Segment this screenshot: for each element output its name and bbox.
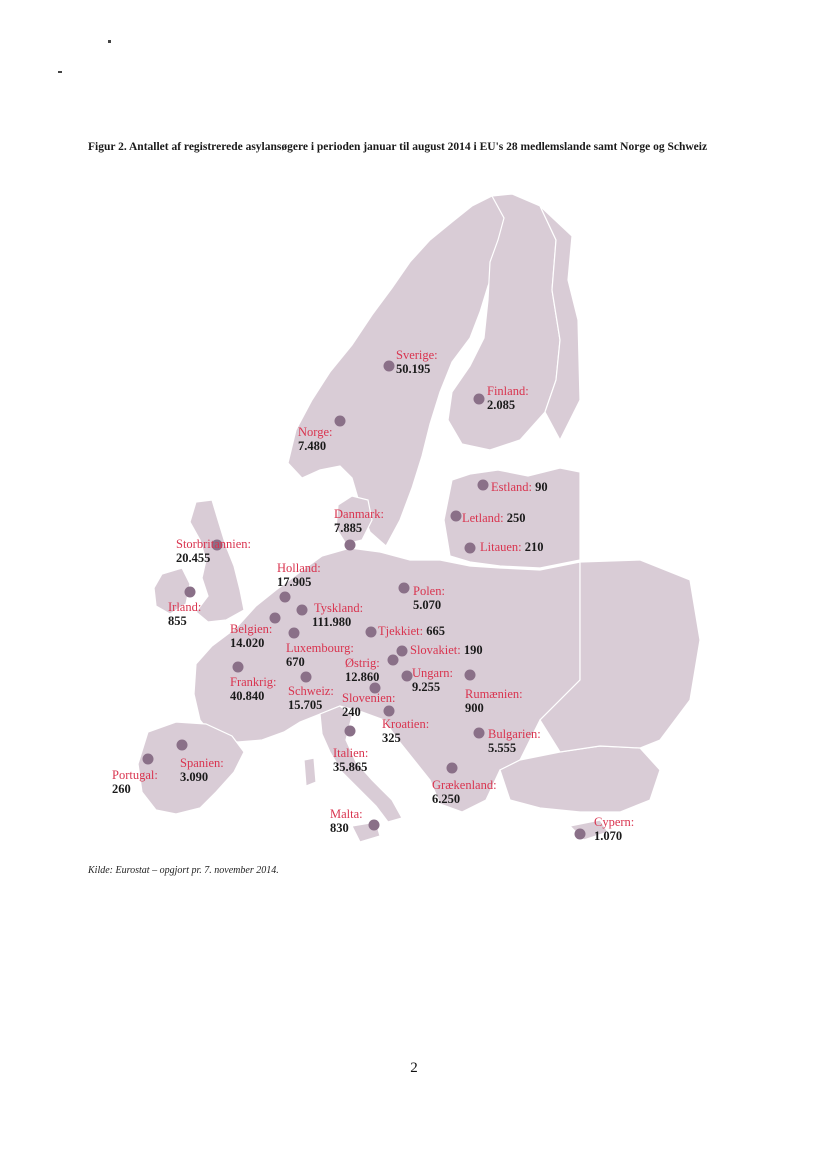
country-name: Sverige: — [396, 348, 438, 362]
country-name: Malta: — [330, 807, 363, 821]
marker-portugal — [143, 754, 154, 765]
country-value: 40.840 — [230, 689, 265, 703]
country-name: Slovenien: — [342, 691, 396, 705]
country-name: Polen: — [413, 584, 445, 598]
label-estland — [491, 480, 548, 494]
label-kroatien — [382, 717, 429, 745]
country-value: 2.085 — [487, 398, 516, 412]
marker-cypern — [575, 829, 586, 840]
label-schweiz — [288, 684, 334, 712]
country-value: 9.255 — [412, 680, 441, 694]
marker-irland — [185, 587, 196, 598]
country-value: 5.555 — [488, 741, 517, 755]
country-name: Estland: — [491, 480, 532, 494]
country-name: Ungarn: — [412, 666, 453, 680]
country-value: 260 — [112, 782, 131, 796]
figure-caption: Figur 2. Antallet af registrerede asylansøgere i perioden januar til august 2014 i EU's 28 medlemslande samt Norge og Schweiz — [88, 141, 708, 153]
country-name: Storbritannien: — [176, 537, 251, 551]
label-storbritannien — [176, 537, 251, 565]
label-slovakiet — [410, 643, 483, 657]
country-name: Grækenland: — [432, 778, 497, 792]
label-litauen — [480, 540, 544, 554]
country-value: 111.980 — [312, 615, 352, 629]
marker-schweiz — [301, 672, 312, 683]
country-name: Holland: — [277, 561, 321, 575]
label-letland — [462, 511, 526, 525]
country-name: Italien: — [333, 746, 369, 760]
marker-frankrig — [233, 662, 244, 673]
label-norge — [298, 425, 333, 453]
marker-litauen — [465, 543, 476, 554]
marker-slovakiet — [397, 646, 408, 657]
country-name: Litauen: — [480, 540, 522, 554]
country-value: 190 — [463, 643, 483, 657]
label-ostrig — [345, 656, 380, 684]
label-polen — [413, 584, 445, 612]
label-belgien — [230, 622, 272, 650]
country-name: Østrig: — [345, 656, 380, 670]
label-rumaenien — [465, 687, 523, 715]
country-value: 14.020 — [230, 636, 265, 650]
country-value: 210 — [524, 540, 544, 554]
country-value: 15.705 — [288, 698, 323, 712]
label-holland — [277, 561, 321, 589]
label-portugal — [112, 768, 158, 796]
country-value: 3.090 — [180, 770, 209, 784]
marker-letland — [451, 511, 462, 522]
country-value: 665 — [426, 624, 445, 638]
country-name: Luxembourg: — [286, 641, 354, 655]
country-name: Cypern: — [594, 815, 635, 829]
country-value: 35.865 — [333, 760, 368, 774]
marker-finland — [474, 394, 485, 405]
country-name: Letland: — [462, 511, 504, 525]
country-name: Belgien: — [230, 622, 273, 636]
label-slovenien — [342, 691, 395, 719]
country-value: 900 — [465, 701, 484, 715]
label-graekenland — [432, 778, 497, 806]
country-name: Danmark: — [334, 507, 384, 521]
marker-graekenland — [447, 763, 458, 774]
country-value: 250 — [506, 511, 526, 525]
source-note: Kilde: Eurostat – opgjort pr. 7. november 2014. — [88, 865, 279, 876]
country-value: 90 — [535, 480, 548, 494]
country-value: 17.905 — [277, 575, 312, 589]
marker-norge — [335, 416, 346, 427]
marker-ostrig — [388, 655, 399, 666]
country-name: Rumænien: — [465, 687, 523, 701]
country-value: 855 — [168, 614, 187, 628]
country-name: Spanien: — [180, 756, 224, 770]
country-value: 12.860 — [345, 670, 380, 684]
country-name: Finland: — [487, 384, 529, 398]
marker-spanien — [177, 740, 188, 751]
label-tjekkiet — [378, 624, 445, 638]
land-turkey — [500, 746, 660, 812]
marker-estland — [478, 480, 489, 491]
country-name: Tjekkiet: — [378, 624, 424, 638]
country-value: 7.885 — [334, 521, 363, 535]
country-name: Tyskland: — [314, 601, 364, 615]
label-ungarn — [412, 666, 453, 694]
label-finland — [487, 384, 529, 412]
marker-danmark — [345, 540, 356, 551]
label-danmark — [334, 507, 384, 535]
label-bulgarien — [488, 727, 541, 755]
label-sverige — [396, 348, 438, 376]
country-value: 830 — [330, 821, 349, 835]
label-frankrig — [230, 675, 277, 703]
country-name: Kroatien: — [382, 717, 430, 731]
marker-ungarn — [402, 671, 413, 682]
label-malta — [330, 807, 363, 835]
label-cypern — [594, 815, 634, 843]
country-name: Norge: — [298, 425, 333, 439]
country-value: 325 — [382, 731, 401, 745]
country-name: Bulgarien: — [488, 727, 541, 741]
marker-bulgarien — [474, 728, 485, 739]
country-value: 1.070 — [594, 829, 623, 843]
marker-luxembourg — [289, 628, 300, 639]
country-value: 20.455 — [176, 551, 211, 565]
country-value: 50.195 — [396, 362, 431, 376]
country-name: Schweiz: — [288, 684, 334, 698]
label-luxembourg — [286, 641, 354, 669]
country-name: Frankrig: — [230, 675, 277, 689]
country-value: 5.070 — [413, 598, 442, 612]
marker-polen — [399, 583, 410, 594]
country-name: Portugal: — [112, 768, 158, 782]
label-irland — [168, 600, 201, 628]
country-value: 6.250 — [432, 792, 461, 806]
country-value: 240 — [342, 705, 361, 719]
country-name: Irland: — [168, 600, 202, 614]
marker-malta — [369, 820, 380, 831]
land-sardinia — [304, 758, 316, 786]
marker-italien — [345, 726, 356, 737]
label-italien — [333, 746, 368, 774]
label-tyskland — [314, 601, 363, 629]
marker-rumaenien — [465, 670, 476, 681]
country-value: 670 — [286, 655, 305, 669]
marker-tyskland — [297, 605, 308, 616]
country-name: Slovakiet: — [410, 643, 461, 657]
marker-sverige — [384, 361, 395, 372]
country-value: 7.480 — [298, 439, 327, 453]
page-number: 2 — [410, 1060, 418, 1076]
marker-tjekkiet — [366, 627, 377, 638]
marker-holland — [280, 592, 291, 603]
label-spanien — [180, 756, 224, 784]
